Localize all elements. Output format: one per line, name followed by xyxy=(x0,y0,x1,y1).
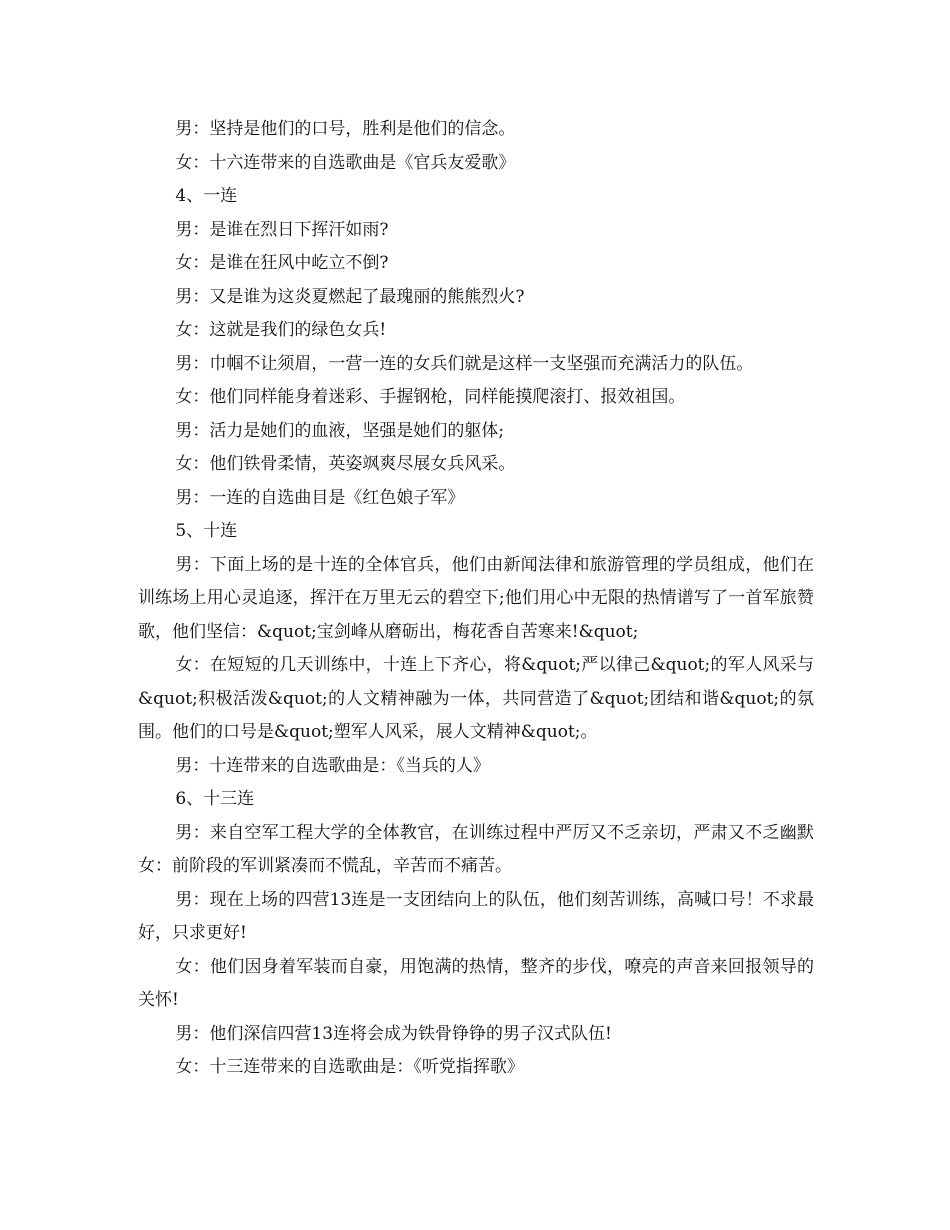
paragraph: 男：坚持是他们的口号，胜利是他们的信念。 xyxy=(175,119,516,139)
paragraph: 女：他们铁骨柔情，英姿飒爽尽展女兵风采。 xyxy=(175,454,516,474)
paragraph: 男：又是谁为这炎夏燃起了最瑰丽的熊熊烈火? xyxy=(175,286,525,307)
paragraph: 女：是谁在狂风中屹立不倒? xyxy=(175,253,389,273)
paragraph: 男：现在上场的四营13连是一支团结向上的队伍，他们刻苦训练，高喊口号！不求最好，只求更好! xyxy=(138,889,814,943)
paragraph: 女：他们同样能身着迷彩、手握钢枪，同样能摸爬滚打、报效祖国。 xyxy=(175,387,686,407)
paragraph: 男：巾帼不让须眉，一营一连的女兵们就是这样一支坚强而充满活力的队伍。 xyxy=(175,353,754,374)
paragraph: 男：下面上场的是十连的全体官兵，他们由新闻法律和旅游管理的学员组成，他们在训练场上用心灵追逐，挥汗在万里无云的碧空下;他们用心中无限的热情谱写了一首军旅赞歌，他们坚信：&quot;宝剑峰从磨砺出，梅花香自苦寒来!&quot; xyxy=(138,554,814,642)
section-heading: 4、一连 xyxy=(175,186,238,206)
section-heading: 6、十三连 xyxy=(175,789,255,809)
paragraph: 女：在短短的几天训练中，十连上下齐心，将&quot;严以律己&quot;的军人风采与&quot;积极活泼&quot;的人文精神融为一体，共同营造了&quot;团结和谐&quot;的氛围。他们的口号是&quot;塑军人风采，展人文精神&quot;。 xyxy=(138,655,814,742)
paragraph: 男：活力是她们的血液，坚强是她们的躯体; xyxy=(175,420,505,441)
paragraph: 男：十连带来的自选歌曲是：《当兵的人》 xyxy=(175,755,490,776)
paragraph: 女：这就是我们的绿色女兵! xyxy=(175,320,387,340)
section-heading: 5、十连 xyxy=(175,521,238,541)
paragraph: 女：十三连带来的自选歌曲是：《听党指挥歌》 xyxy=(175,1057,524,1077)
paragraph: 男：一连的自选曲目是《红色娘子军》 xyxy=(175,487,465,508)
paragraph: 女：他们因身着军装而自豪，用饱满的热情，整齐的步伐，嘹亮的声音来回报领导的关怀! xyxy=(138,956,814,1010)
paragraph: 男：他们深信四营13连将会成为铁骨铮铮的男子汉式队伍! xyxy=(175,1023,612,1044)
paragraph: 男：是谁在烈日下挥汗如雨? xyxy=(175,219,389,240)
paragraph: 男：来自空军工程大学的全体教官，在训练过程中严厉又不乏亲切，严肃又不乏幽默 女：前阶段的军训紧凑而不慌乱，辛苦而不痛苦。 xyxy=(138,822,814,876)
paragraph: 女：十六连带来的自选歌曲是《官兵友爱歌》 xyxy=(175,152,516,173)
